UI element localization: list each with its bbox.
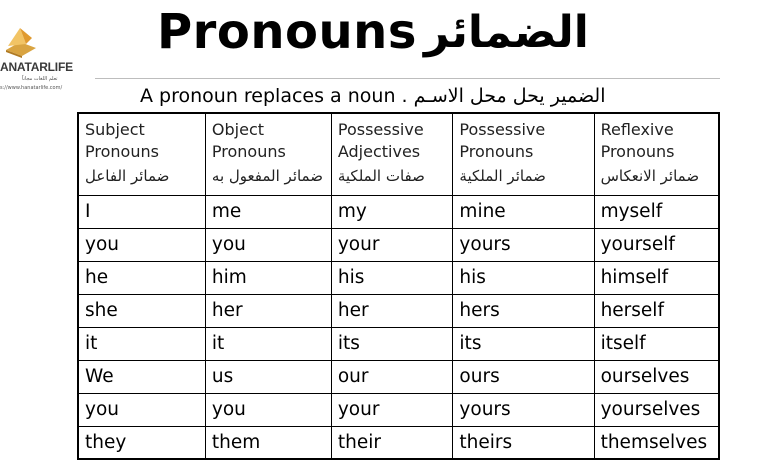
table-cell: they (78, 426, 205, 459)
page-title-english: Pronouns (157, 4, 417, 60)
table-header-row (78, 113, 719, 195)
header-cell (594, 113, 719, 195)
header-cell (205, 113, 331, 195)
subtitle-arabic: الضمير يحل محل الاسـم (413, 85, 606, 107)
table-cell: her (205, 294, 331, 327)
header-cell (331, 113, 453, 195)
table-cell: he (78, 261, 205, 294)
table-cell: himself (594, 261, 719, 294)
table-cell: I (78, 195, 205, 228)
table-cell: us (205, 360, 331, 393)
page-title-arabic: الضمائر (424, 7, 589, 58)
book-icon (2, 20, 42, 58)
table-cell: your (331, 228, 453, 261)
logo-tagline: تعلم اللغات مجاناً (22, 76, 58, 82)
header-arabic: ضمائر الانعكاس (600, 167, 700, 186)
table-cell: it (205, 327, 331, 360)
table-cell: his (331, 261, 453, 294)
table-cell: my (331, 195, 453, 228)
table-cell: you (205, 228, 331, 261)
table-cell: your (331, 393, 453, 426)
table-cell: myself (594, 195, 719, 228)
header-line1: Object (211, 120, 265, 140)
header-arabic: صفات الملكية (337, 167, 425, 186)
logo-url: s://www.hanatarlife.com/ (0, 85, 63, 91)
table-cell: him (205, 261, 331, 294)
subtitle-english: A pronoun replaces a noun . (140, 85, 408, 107)
header-cell (78, 113, 205, 195)
site-logo (0, 20, 92, 100)
header-line2: Pronouns (600, 142, 675, 162)
table-cell: mine (453, 195, 594, 228)
table-cell: them (205, 426, 331, 459)
table-cell: it (78, 327, 205, 360)
table-cell: she (78, 294, 205, 327)
table-cell: themselves (594, 426, 719, 459)
header-line2: Pronouns (85, 142, 159, 162)
table-cell: our (331, 360, 453, 393)
table-row (78, 360, 719, 393)
header-line2: Pronouns (211, 142, 286, 162)
header-line2: Adjectives (337, 142, 421, 162)
header-line2: Pronouns (459, 142, 534, 162)
table-row (78, 393, 719, 426)
table-cell: you (205, 393, 331, 426)
table-cell: yours (453, 228, 594, 261)
table-cell: hers (453, 294, 594, 327)
table-cell: theirs (453, 426, 594, 459)
subtitle (140, 84, 606, 108)
table-cell: his (453, 261, 594, 294)
table-row (78, 327, 719, 360)
table-cell: its (453, 327, 594, 360)
header-line1: Possessive (459, 120, 546, 140)
table-cell: me (205, 195, 331, 228)
table-cell: herself (594, 294, 719, 327)
table-cell: yours (453, 393, 594, 426)
table-cell: their (331, 426, 453, 459)
pronoun-table (77, 112, 720, 460)
header-line1: Possessive (337, 120, 424, 140)
table-cell: ours (453, 360, 594, 393)
table-cell: ourselves (594, 360, 719, 393)
table-cell: itself (594, 327, 719, 360)
table-cell: her (331, 294, 453, 327)
table-row (78, 195, 719, 228)
header-line1: Reflexive (600, 120, 674, 140)
header-line1: Subject (85, 120, 145, 140)
logo-brand-text: ANATARLIFE (0, 60, 73, 74)
header-arabic: ضمائر الملكية (459, 167, 546, 186)
table-row (78, 261, 719, 294)
table-cell: yourself (594, 228, 719, 261)
table-cell: you (78, 228, 205, 261)
header-cell (453, 113, 594, 195)
table-row (78, 294, 719, 327)
divider (95, 78, 720, 79)
table-cell: We (78, 360, 205, 393)
table-cell: yourselves (594, 393, 719, 426)
header-arabic: ضمائر المفعول به (211, 167, 323, 186)
table-row (78, 426, 719, 459)
table-cell: its (331, 327, 453, 360)
table-cell: you (78, 393, 205, 426)
header-arabic: ضمائر الفاعل (85, 167, 170, 186)
table-row (78, 228, 719, 261)
table-body (78, 195, 719, 459)
